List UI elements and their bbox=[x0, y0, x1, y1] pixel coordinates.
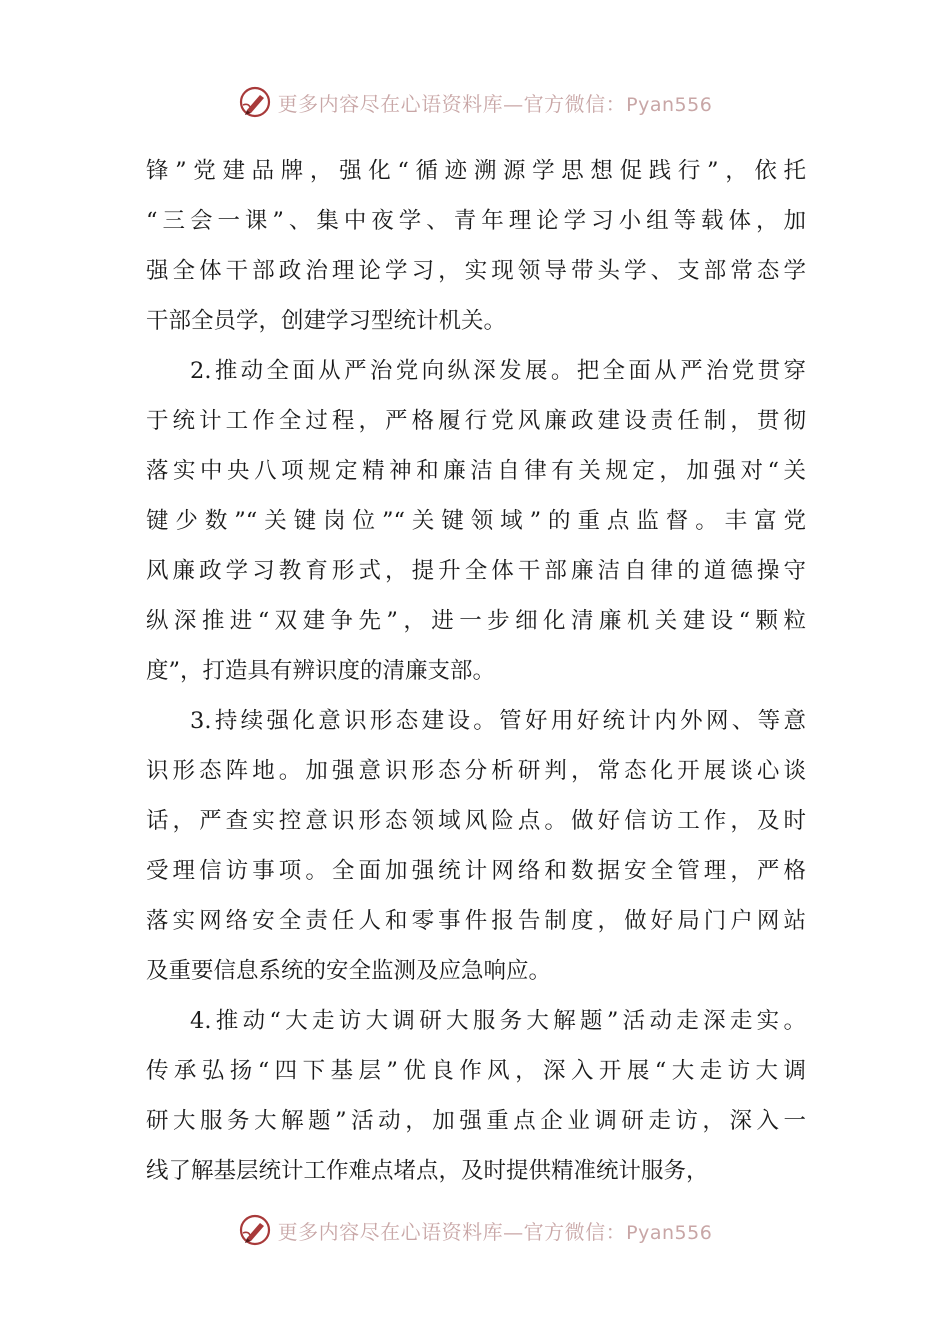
text-line: 话，严查实控意识形态领域风险点。做好信访工作，及时 bbox=[146, 808, 806, 834]
watermark-text: 更多内容尽在心语资料库—官方微信：Pyan556 bbox=[277, 91, 713, 116]
text-line: 4.推动“大走访大调研大服务大解题”活动走深走实。 bbox=[190, 1008, 806, 1034]
paragraph bbox=[146, 346, 806, 696]
document-body bbox=[146, 146, 806, 1196]
text-line: 2.推动全面从严治党向纵深发展。把全面从严治党贯穿 bbox=[190, 358, 806, 384]
text-line: 干部全员学，创建学习型统计机关。 bbox=[146, 308, 507, 334]
text-line: 落实中央八项规定精神和廉洁自律有关规定，加强对“关 bbox=[146, 458, 806, 484]
text-line: 于统计工作全过程，严格履行党风廉政建设责任制，贯彻 bbox=[146, 408, 806, 434]
text-line: 风廉政学习教育形式，提升全体干部廉洁自律的道德操守 bbox=[146, 558, 806, 584]
paragraph bbox=[146, 996, 806, 1196]
text-line: 锋”党建品牌，强化“循迹溯源学思想促践行”，依托 bbox=[146, 158, 806, 184]
text-line: 3.持续强化意识形态建设。管好用好统计内外网、等意 bbox=[190, 708, 806, 734]
watermark-text: 更多内容尽在心语资料库—官方微信：Pyan556 bbox=[277, 1219, 713, 1244]
watermark-banner-bottom bbox=[0, 1210, 950, 1250]
text-line: 受理信访事项。全面加强统计网络和数据安全管理，严格 bbox=[146, 858, 806, 884]
text-line: “三会一课”、集中夜学、青年理论学习小组等载体，加 bbox=[146, 208, 806, 234]
text-line: 度”，打造具有辨识度的清廉支部。 bbox=[146, 658, 496, 684]
text-line: 线了解基层统计工作难点堵点，及时提供精准统计服务， bbox=[146, 1158, 709, 1184]
text-line: 强全体干部政治理论学习，实现领导带头学、支部常态学 bbox=[146, 258, 806, 284]
pen-logo-icon bbox=[238, 85, 272, 119]
text-line: 键少数”“关键岗位”“关键领域”的重点监督。丰富党 bbox=[146, 508, 806, 534]
pen-logo-icon bbox=[238, 1213, 272, 1247]
text-line: 识形态阵地。加强意识形态分析研判，常态化开展谈心谈 bbox=[146, 758, 806, 784]
text-line: 及重要信息系统的安全监测及应急响应。 bbox=[146, 958, 552, 984]
text-line: 落实网络安全责任人和零事件报告制度，做好局门户网站 bbox=[146, 908, 806, 934]
text-line: 研大服务大解题”活动，加强重点企业调研走访，深入一 bbox=[146, 1108, 806, 1134]
paragraph bbox=[146, 146, 806, 346]
watermark-banner-top bbox=[0, 82, 950, 122]
text-line: 传承弘扬“四下基层”优良作风，深入开展“大走访大调 bbox=[146, 1058, 806, 1084]
text-line: 纵深推进“双建争先”，进一步细化清廉机关建设“颗粒 bbox=[146, 608, 806, 634]
paragraph bbox=[146, 696, 806, 996]
